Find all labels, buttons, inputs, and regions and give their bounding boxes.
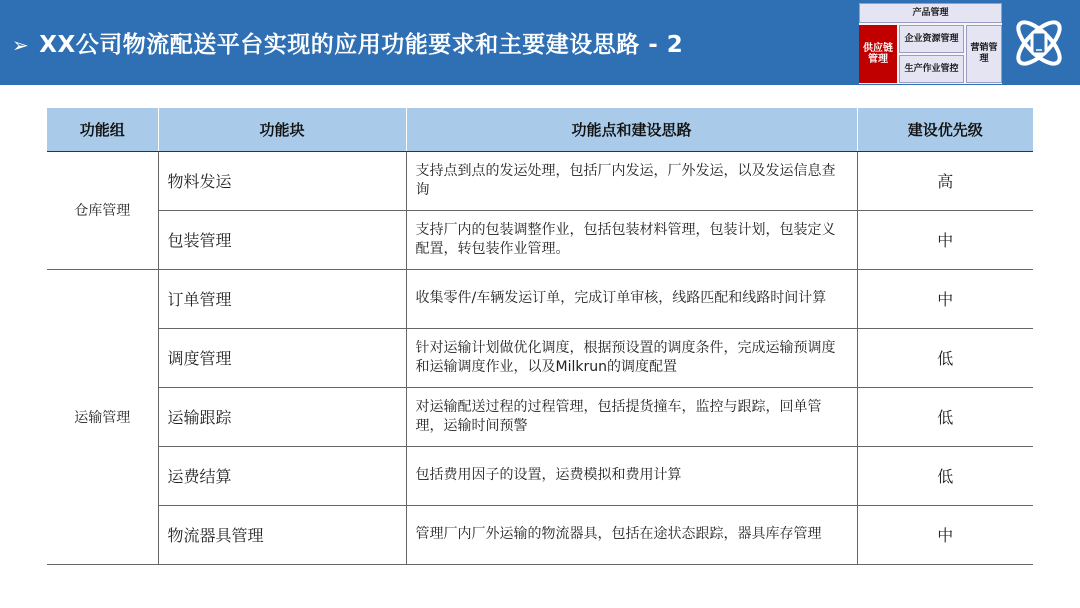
module-erp: 企业资源管理 (899, 25, 964, 53)
header-priority: 建设优先级 (857, 108, 1033, 151)
table-row (47, 387, 1033, 446)
priority-cell: 高 (857, 151, 1033, 210)
block-cell: 物流器具管理 (158, 505, 406, 564)
priority-cell: 低 (857, 387, 1033, 446)
module-mes: 生产作业管控 (899, 55, 964, 83)
group-cell: 仓库管理 (47, 151, 158, 269)
desc-cell: 支持厂内的包装调整作业，包括包装材料管理，包装计划，包装定义配置，转包装作业管理。 (406, 210, 857, 269)
block-cell: 运费结算 (158, 446, 406, 505)
table-row (47, 151, 1033, 210)
table-row (47, 328, 1033, 387)
page-title-text: XX公司物流配送平台实现的应用功能要求和主要建设思路 - 2 (39, 32, 684, 58)
block-cell: 运输跟踪 (158, 387, 406, 446)
block-cell: 物料发运 (158, 151, 406, 210)
block-cell: 调度管理 (158, 328, 406, 387)
module-supply-chain: 供应链管理 (859, 25, 897, 83)
table-row (47, 269, 1033, 328)
priority-cell: 低 (857, 328, 1033, 387)
system-module-map (859, 3, 1002, 84)
module-sales: 营销管理 (966, 25, 1002, 83)
header-group: 功能组 (47, 108, 158, 151)
table-row (47, 446, 1033, 505)
priority-cell: 低 (857, 446, 1033, 505)
desc-cell: 针对运输计划做优化调度，根据预设置的调度条件，完成运输预调度和运输调度作业，以及Milkrun的调度配置 (406, 328, 857, 387)
header-block: 功能块 (158, 108, 406, 151)
header-desc: 功能点和建设思路 (406, 108, 857, 151)
page-title (12, 26, 683, 59)
desc-cell: 包括费用因子的设置，运费模拟和费用计算 (406, 446, 857, 505)
priority-cell: 中 (857, 210, 1033, 269)
block-cell: 订单管理 (158, 269, 406, 328)
desc-cell: 支持点到点的发运处理，包括厂内发运，厂外发运，以及发运信息查询 (406, 151, 857, 210)
block-cell: 包装管理 (158, 210, 406, 269)
desc-cell: 对运输配送过程的过程管理，包括提货撞车，监控与跟踪，回单管理，运输时间预警 (406, 387, 857, 446)
table-row (47, 210, 1033, 269)
table-row (47, 505, 1033, 564)
module-product: 产品管理 (859, 3, 1002, 23)
desc-cell: 管理厂内厂外运输的物流器具，包括在途状态跟踪，器具库存管理 (406, 505, 857, 564)
arrow-right-icon: ➢ (12, 33, 30, 57)
table-header-row (47, 108, 1033, 151)
priority-cell: 中 (857, 269, 1033, 328)
group-cell: 运输管理 (47, 269, 158, 564)
priority-cell: 中 (857, 505, 1033, 564)
orbit-phone-logo-icon (1009, 10, 1069, 76)
desc-cell: 收集零件/车辆发运订单，完成订单审核，线路匹配和线路时间计算 (406, 269, 857, 328)
function-table (47, 108, 1033, 565)
